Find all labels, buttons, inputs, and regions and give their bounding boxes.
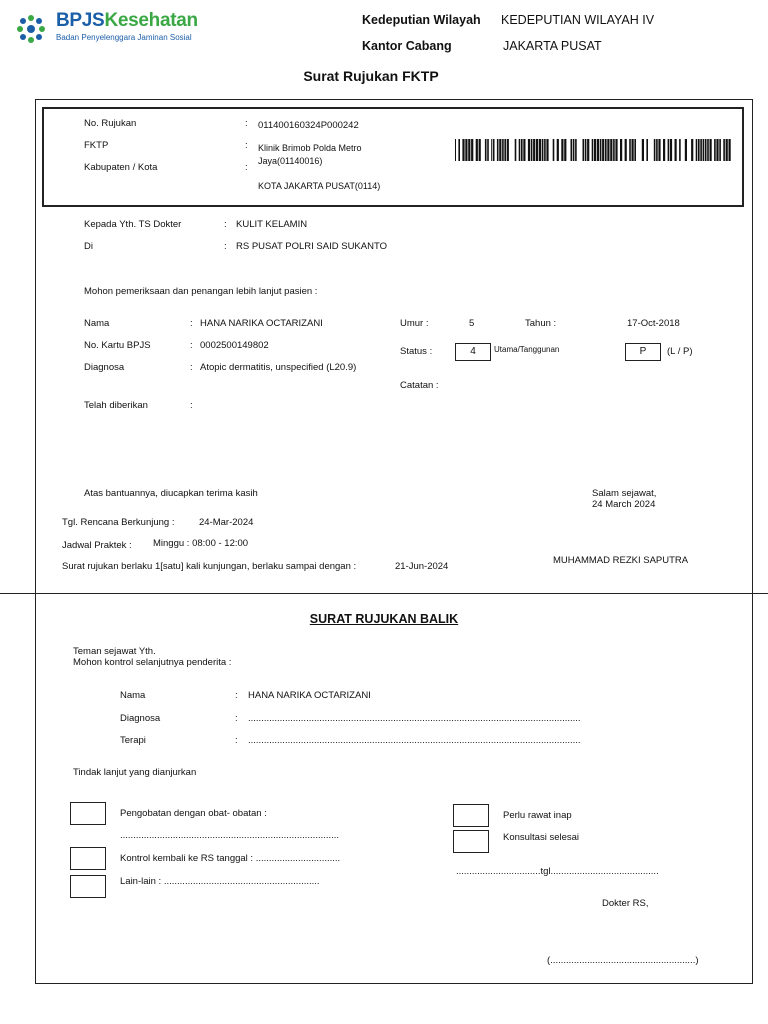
tahun-label: Tahun :	[525, 318, 557, 329]
wilayah-value: KEDEPUTIAN WILAYAH IV	[501, 13, 655, 27]
colon: :	[190, 362, 193, 373]
mohon-text: Mohon pemeriksaan dan penangan lebih lanjut pasien :	[84, 286, 318, 297]
cabang-label: Kantor Cabang	[362, 39, 452, 53]
balik-terapi-line: ..............................................................................................................................	[248, 735, 581, 746]
lain-checkbox[interactable]	[70, 875, 106, 898]
balik-nama-value: HANA NARIKA OCTARIZANI	[248, 690, 371, 701]
berlaku-label: Surat rujukan berlaku 1[satu] kali kunjungan, berlaku sampai dengan :	[62, 561, 357, 572]
balik-nama-label: Nama	[120, 690, 146, 701]
colon: :	[190, 318, 193, 329]
jadwal-value: Minggu : 08:00 - 12:00	[153, 538, 249, 549]
balik-title: SURAT RUJUKAN BALIK	[309, 612, 459, 626]
telah-label: Telah diberikan	[84, 400, 148, 411]
balik-diagnosa-line: ..............................................................................................................................	[248, 713, 581, 724]
di-value: RS PUSAT POLRI SAID SUKANTO	[236, 241, 387, 252]
signature-line: (.......................................................)	[547, 955, 699, 966]
colon: :	[245, 162, 248, 173]
diagnosa-label: Diagnosa	[84, 362, 125, 373]
brand-tagline: Badan Penyelenggara Jaminan Sosial	[56, 33, 192, 42]
kepada-value: KULIT KELAMIN	[236, 219, 308, 230]
cabang-value: JAKARTA PUSAT	[503, 39, 602, 53]
gender-desc: (L / P)	[667, 346, 693, 357]
birthdate-value: 17-Oct-2018	[627, 318, 680, 329]
status-label: Status :	[400, 346, 433, 357]
salam-date: 24 March 2024	[592, 499, 656, 510]
kepada-label: Kepada Yth. TS Dokter	[84, 219, 182, 230]
no-rujukan-label: No. Rujukan	[84, 118, 137, 129]
colon: :	[190, 400, 193, 411]
kartu-label: No. Kartu BPJS	[84, 340, 151, 351]
fktp-label: FKTP	[84, 140, 109, 151]
umur-value: 5	[469, 318, 475, 329]
colon: :	[224, 219, 227, 230]
tindak-label: Tindak lanjut yang dianjurkan	[73, 767, 197, 778]
status-desc: Utama/Tanggunan	[494, 345, 560, 354]
nama-label: Nama	[84, 318, 110, 329]
rawat-inap-checkbox[interactable]	[453, 804, 489, 827]
umur-label: Umur :	[400, 318, 429, 329]
catatan-label: Catatan :	[400, 380, 439, 391]
balik-request: Mohon kontrol selanjutnya penderita :	[73, 657, 232, 668]
obat-checkbox[interactable]	[70, 802, 106, 825]
rawat-inap-option: Perlu rawat inap	[503, 810, 572, 821]
no-rujukan-value: 011400160324P000242	[258, 120, 359, 131]
rencana-value: 24-Mar-2024	[199, 517, 254, 528]
konsultasi-checkbox[interactable]	[453, 830, 489, 853]
kabupaten-label: Kabupaten / Kota	[84, 162, 158, 173]
signer-name: MUHAMMAD REZKI SAPUTRA	[553, 555, 689, 566]
salam-text: Salam sejawat,	[592, 488, 657, 499]
berlaku-value: 21-Jun-2024	[395, 561, 449, 572]
status-box: 4	[455, 343, 491, 361]
kontrol-option: Kontrol kembali ke RS tanggal : ................................	[120, 853, 341, 864]
rencana-label: Tgl. Rencana Berkunjung :	[62, 517, 175, 528]
gender-box: P	[625, 343, 661, 361]
colon: :	[245, 140, 248, 151]
jadwal-label: Jadwal Praktek :	[62, 540, 132, 551]
lain-option: Lain-lain : ...........................................................	[120, 876, 320, 887]
balik-greeting: Teman sejawat Yth.	[73, 646, 156, 657]
colon: :	[235, 735, 238, 746]
nama-value: HANA NARIKA OCTARIZANI	[200, 318, 323, 329]
wilayah-label: Kedeputian Wilayah	[362, 13, 481, 27]
barcode-image	[455, 139, 733, 161]
fktp-value-line1: Klinik Brimob Polda Metro	[258, 143, 362, 153]
colon: :	[245, 118, 248, 129]
bpjs-logo-icon	[16, 14, 46, 44]
konsultasi-option: Konsultasi selesai	[503, 832, 580, 843]
dokter-label: Dokter RS,	[602, 898, 649, 909]
balik-diagnosa-label: Diagnosa	[120, 713, 161, 724]
brand-name: BPJSKesehatan	[56, 10, 198, 31]
kabupaten-value: KOTA JAKARTA PUSAT(0114)	[258, 181, 381, 191]
colon: :	[235, 713, 238, 724]
fktp-value-line2: Jaya(01140016)	[258, 156, 323, 166]
diagnosa-value: Atopic dermatitis, unspecified (L20.9)	[200, 362, 357, 373]
kartu-value: 0002500149802	[200, 340, 269, 351]
thanks-text: Atas bantuannya, diucapkan terima kasih	[84, 488, 258, 499]
colon: :	[190, 340, 193, 351]
colon: :	[224, 241, 227, 252]
kontrol-checkbox[interactable]	[70, 847, 106, 870]
colon: :	[235, 690, 238, 701]
balik-terapi-label: Terapi	[120, 735, 146, 746]
document-title: Surat Rujukan FKTP	[303, 68, 439, 84]
di-label: Di	[84, 241, 93, 252]
obat-dots: ...................................................................................	[120, 830, 340, 841]
tgl-line: ................................tgl.........................................	[456, 866, 659, 877]
obat-option: Pengobatan dengan obat- obatan :	[120, 808, 267, 819]
